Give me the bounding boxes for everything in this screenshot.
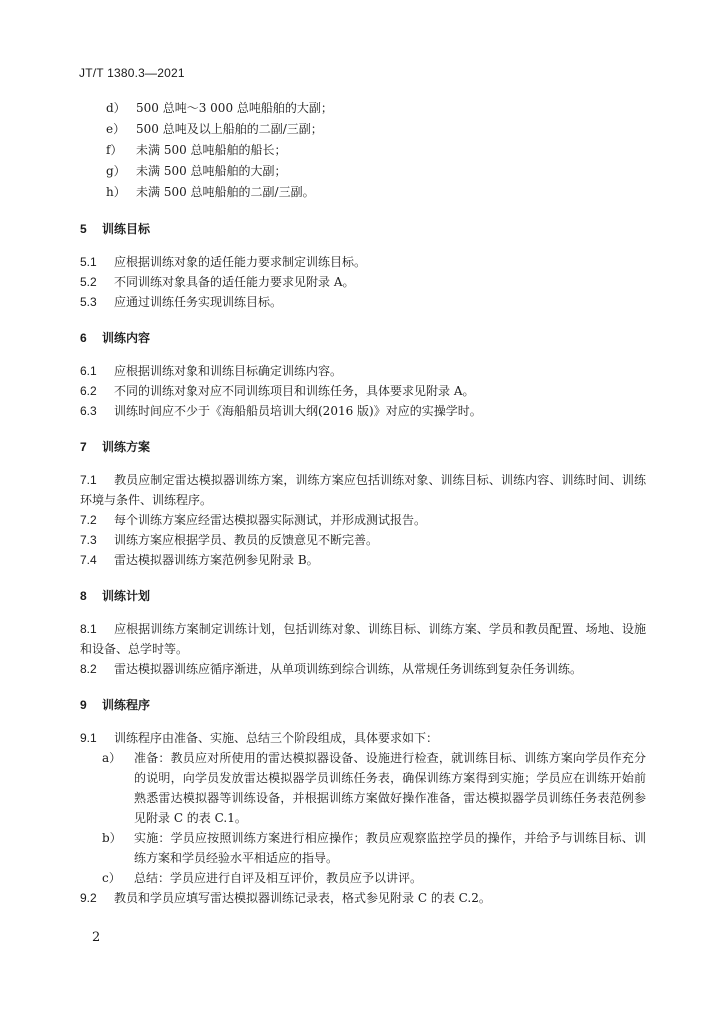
clause: 9.2 教员和学员应填写雷达模拟器训练记录表，格式参见附录 C 的表 C.2。 xyxy=(80,891,491,905)
clause: 5.2 不同训练对象具备的适任能力要求见附录 A。 xyxy=(80,275,355,289)
sub-item: c） 总结：学员应进行自评及相互评价，教员应予以讲评。 xyxy=(102,871,423,885)
clause: 9.1 训练程序由准备、实施、总结三个阶段组成，具体要求如下： xyxy=(80,731,439,745)
clause: 7.4 雷达模拟器训练方案范例参见附录 B。 xyxy=(80,553,319,567)
sub-item: a） 准备：教员应对所使用的雷达模拟器设备、设施进行检查，就训练目标、训练方案向学员作充分的说明，向学员发放雷达模拟器学员训练任务表，确保训练方案得到实施；学员应在训练开始前熟悉雷达模拟器等训练设备，并根据训练方案做好操作准备，雷达模拟器学员训练任务表范例参见附录 C 的表 C.1。 xyxy=(102,751,646,825)
clause: 7.1 教员应制定雷达模拟器训练方案，训练方案应包括训练对象、训练目标、训练内容、训练时间、训练环境与条件、训练程序。 xyxy=(80,473,646,507)
clause: 5.1 应根据训练对象的适任能力要求制定训练目标。 xyxy=(80,255,367,269)
section-heading: 5 训练目标 xyxy=(80,222,151,236)
list-item: f） 未满 500 总吨船舶的船长； xyxy=(106,143,287,157)
section-heading: 8 训练计划 xyxy=(80,589,151,603)
page-number: 2 xyxy=(92,930,101,945)
clause: 8.2 雷达模拟器训练应循序渐进，从单项训练到综合训练，从常规任务训练到复杂任务训练。 xyxy=(80,662,583,676)
section-heading: 9 训练程序 xyxy=(80,698,151,712)
document-code: JT/T 1380.3—2021 xyxy=(79,66,185,80)
clause: 7.3 训练方案应根据学员、教员的反馈意见不断完善。 xyxy=(80,533,379,547)
section-heading: 6 训练内容 xyxy=(80,331,151,345)
list-item: e） 500 总吨及以上船舶的二副/三副； xyxy=(106,122,323,136)
clause: 6.2 不同的训练对象对应不同训练项目和训练任务，具体要求见附录 A。 xyxy=(80,384,475,398)
clause: 5.3 应通过训练任务实现训练目标。 xyxy=(80,295,283,309)
sub-item: b） 实施：学员应按照训练方案进行相应操作；教员应观察监控学员的操作，并给予与训练目标、训练方案和学员经验水平相适应的指导。 xyxy=(102,831,646,865)
clause: 8.1 应根据训练方案制定训练计划，包括训练对象、训练目标、训练方案、学员和教员配置、场地、设施和设备、总学时等。 xyxy=(80,622,646,656)
list-item: g） 未满 500 总吨船舶的大副； xyxy=(106,164,287,178)
list-item: h） 未满 500 总吨船舶的二副/三副。 xyxy=(106,185,315,199)
clause: 6.1 应根据训练对象和训练目标确定训练内容。 xyxy=(80,364,343,378)
clause: 7.2 每个训练方案应经雷达模拟器实际测试，并形成测试报告。 xyxy=(80,513,427,527)
page-body xyxy=(80,98,646,908)
section-heading: 7 训练方案 xyxy=(80,440,151,454)
list-continuation xyxy=(80,98,646,203)
list-item: d） 500 总吨～3 000 总吨船舶的大副； xyxy=(106,101,333,115)
clause: 6.3 训练时间应不少于《海船船员培训大纲(2016 版)》对应的实操学时。 xyxy=(80,404,482,418)
